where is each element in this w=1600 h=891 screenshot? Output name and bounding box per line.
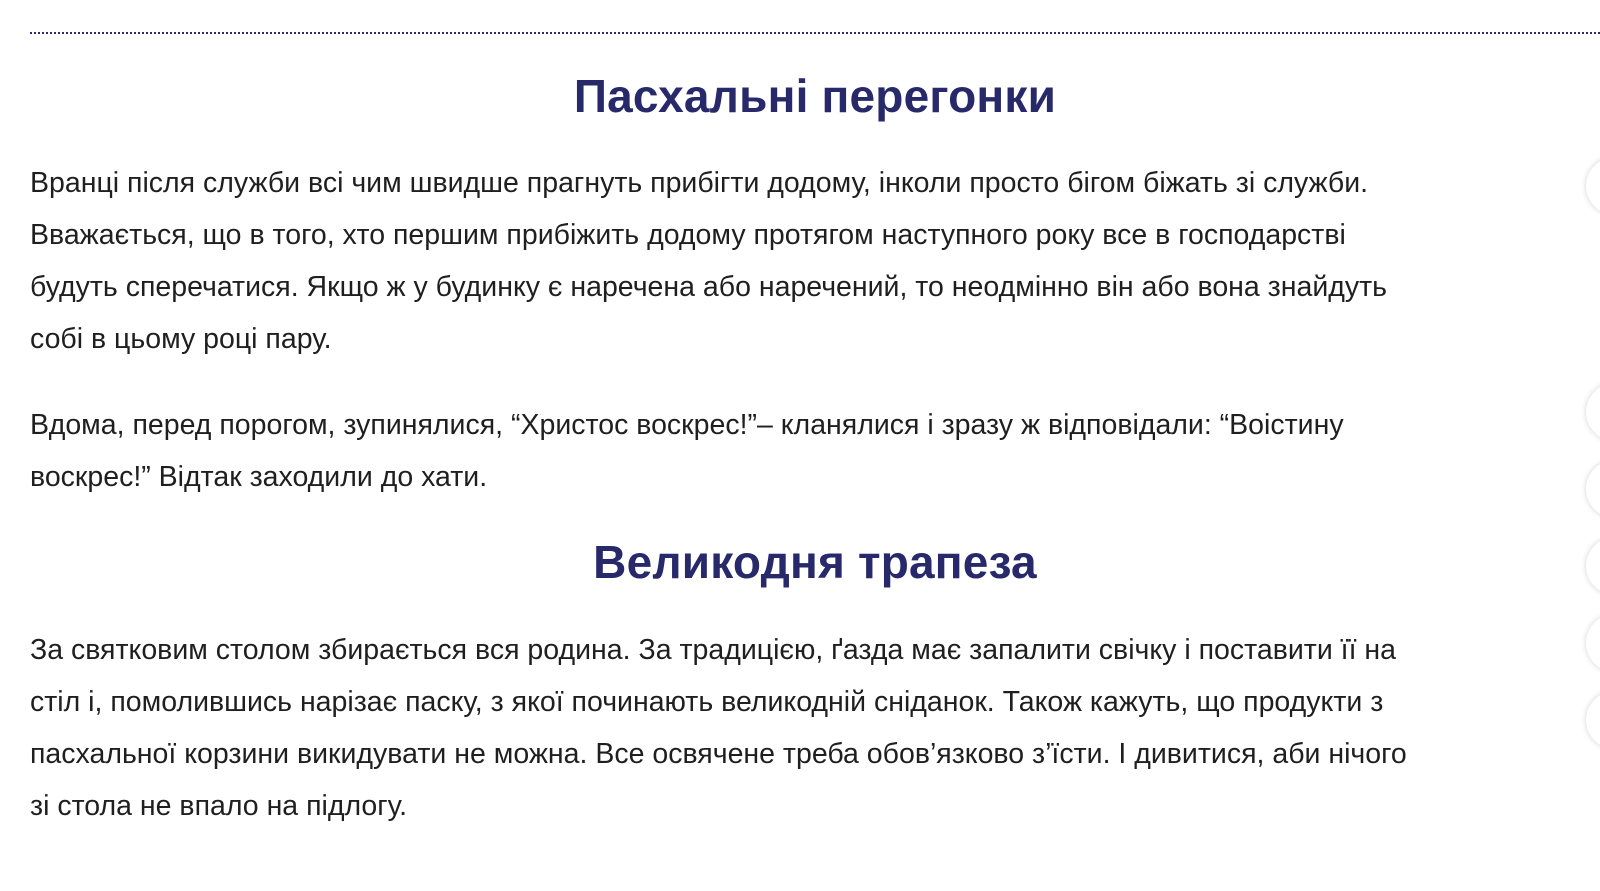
paragraph-line: стіл і, помолившись нарізає паску, з якої починають великодній сніданок. Також кажуть, що продукти з <box>30 686 1384 718</box>
heading-easter-race: Пасхальні перегонки <box>573 70 1057 122</box>
paragraph-line: Вважається, що в того, хто першим прибіжить додому протягом наступного року все в господарстві <box>30 219 1346 251</box>
share-button[interactable] <box>1586 460 1600 518</box>
section-divider <box>30 32 1600 34</box>
paragraph-line: За святковим столом збирається вся родина. За традицією, ґазда має запалити свічку і поставити її на <box>30 634 1396 666</box>
paragraph-line: пасхальної корзини викидувати не можна. Все освячене треба обов’язково з’їсти. І дивитися, аби нічого <box>30 738 1407 770</box>
paragraph-easter-race-2 <box>30 399 1344 503</box>
paragraph-line: воскрес!” Відтак заходили до хати. <box>30 461 488 493</box>
paragraph-line: собі в цьому році пару. <box>30 323 332 355</box>
heading-easter-meal: Великодня трапеза <box>593 536 1037 588</box>
paragraph-line: Вдома, перед порогом, зупинялися, “Христос воскрес!”– кланялися і зразу ж відповідали: “Воістину <box>30 409 1344 441</box>
paragraph-line: зі стола не впало на підлогу. <box>30 790 407 822</box>
share-button[interactable] <box>1586 691 1600 749</box>
paragraph-easter-meal-1 <box>30 624 1407 832</box>
paragraph-line: будуть сперечатися. Якщо ж у будинку є наречена або наречений, то неодмінно він або вона знайдуть <box>30 271 1388 303</box>
share-button[interactable] <box>1586 157 1600 215</box>
share-button[interactable] <box>1586 383 1600 441</box>
paragraph-line: Вранці після служби всі чим швидше прагнуть прибігти додому, інколи просто бігом біжать зі служби. <box>30 167 1369 199</box>
paragraph-easter-race-1 <box>30 157 1387 365</box>
share-button[interactable] <box>1586 614 1600 672</box>
